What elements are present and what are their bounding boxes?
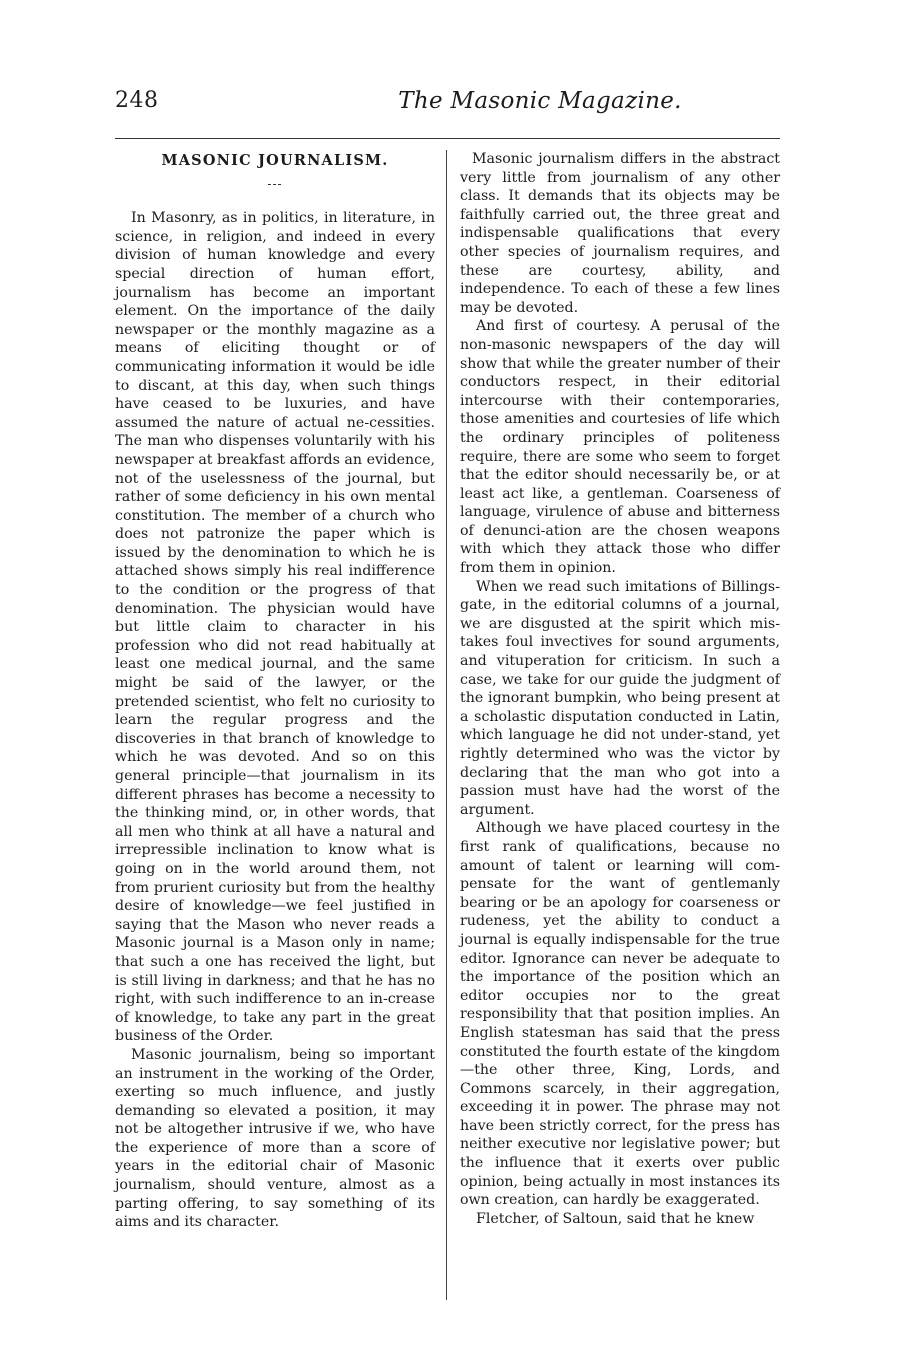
article-paragraph: In Masonry, as in politics, in literature, in science, in religion, and indeed in every division of human knowledge and every special direction of human effort, journalism has become an important element. On the importance of the daily newspaper or the monthly magazine as a means of eliciting thought or of communicating information it would be idle to discant, at this day, when such things have ceased to be luxuries, and have assumed the nature of actual ne-cessities. The man who dispenses voluntarily with his newspaper at breakfast affords an evidence, not of the uselessness of the journal, but rather of some deficiency in his own mental constitution. The member of a church who does not patronize the paper which is issued by the denomination to which he is attached shows simply his real indifference to the condition or the progress of that denomination. The physician would have but little claim to character in his profession who did not read habitually at least one medical journal, and the same might be said of the lawyer, or the pretended scientist, who felt no curiosity to learn the regular progress and the discoveries in that branch of knowledge to which he was devoted. And so on this general principle—that journalism in its different phrases has become a necessity to the thinking mind, or, in other words, that all men who think at all have a natural and irrepressible inclination to know what is going on in the world around them, not from prurient curiosity but from the healthy desire of knowledge—we feel justified in saying that the Mason who never reads a Masonic journal is a Mason only in name; that such a one has received the light, but is still living in darkness; and that he has no right, with such indifference to an in-crease of knowledge, to take any part in the great business of the Order. bbox=[115, 210, 435, 1045]
article-paragraph: When we read such imitations of Billings-gate, in the editorial columns of a journal, we are disgusted at the spirit which mis-takes foul invectives for sound arguments, and vituperation for criticism. In such a case, we take for our guide the judgment of the ignorant bumpkin, who being present at a scholastic disputation conducted in Latin, which language he did not under-stand, yet rightly determined who was the victor by declaring that the man who got into a passion must have had the worst of the argument. bbox=[460, 578, 780, 818]
running-title: The Masonic Magazine. bbox=[398, 88, 682, 114]
article-heading: MASONIC JOURNALISM. bbox=[161, 152, 389, 169]
header-rule bbox=[115, 138, 780, 139]
column-divider bbox=[446, 150, 447, 1300]
right-column bbox=[460, 150, 780, 1228]
heading-ornament: --- bbox=[267, 176, 283, 191]
left-column bbox=[115, 150, 435, 1232]
article-paragraph: And first of courtesy. A perusal of the non-masonic newspapers of the day will show that while the greater number of their conductors respect, in their editorial intercourse with their contemporaries, those amenities and courtesies of life which the ordinary principles of politeness require, there are some who seem to forget that the editor should necessarily be, or at least act like, a gentleman. Coarseness of language, virulence of abuse and bitterness of denunci-ation are the chosen weapons with which they attack those who differ from them in opinion. bbox=[460, 318, 780, 577]
article-paragraph: Masonic journalism differs in the abstract very little from journalism of any other class. It demands that its objects may be faithfully carried out, the three great and indispensable qualifications that every other species of journalism requires, and these are courtesy, ability, and independence. To each of these a few lines may be devoted. bbox=[460, 151, 780, 316]
page-number: 248 bbox=[115, 88, 159, 113]
article-paragraph: Masonic journalism, being so important an instrument in the working of the Order, exerting so much influence, and justly demanding so elevated a position, it may not be altogether intrusive if we, who have the experience of more than a score of years in the editorial chair of Masonic journalism, should venture, almost as a parting offering, to say something of its aims and its character. bbox=[115, 1046, 435, 1231]
article-paragraph: Although we have placed courtesy in the first rank of qualifications, because no amount of talent or learning will com-pensate for the want of gentlemanly bearing or be an apology for coarseness or rudeness, yet the ability to conduct a journal is equally indispensable for the true editor. Ignorance can never be adequate to the importance of the position which an editor occupies nor to the great responsibility that that position implies. An English statesman has said that the press constituted the fourth estate of the kingdom—the other three, King, Lords, and Commons scarcely, in their aggregation, exceeding it in power. The phrase may not have been strictly correct, for the press has neither executive nor legislative power; but the influence that it exerts over public opinion, being actually in most instances its own creation, can hardly be exaggerated. bbox=[460, 820, 780, 1209]
article-paragraph: Fletcher, of Saltoun, said that he knew bbox=[476, 1210, 755, 1227]
